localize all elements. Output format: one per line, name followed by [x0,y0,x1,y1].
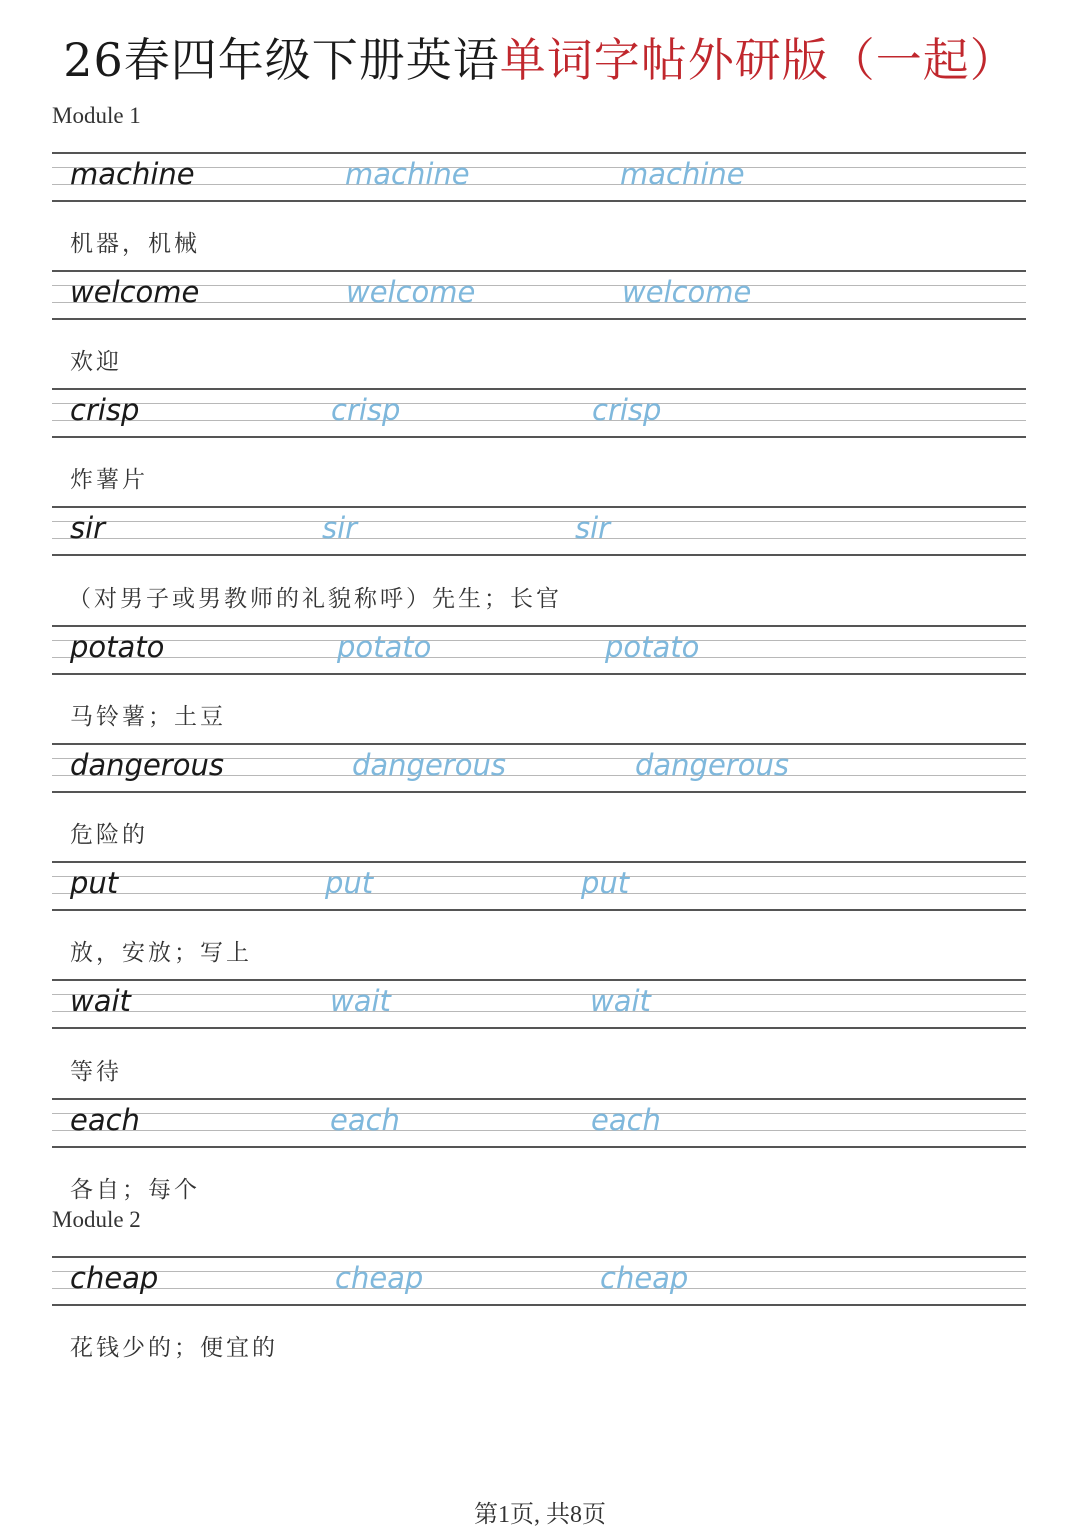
page-title [0,30,1080,90]
word-meaning: 马铃薯；土豆 [70,704,226,730]
practice-row [52,152,1026,202]
word-example: put [70,866,119,900]
module-label-2: Module 2 [52,1207,141,1232]
practice-row [52,506,1026,556]
word-trace: put [581,866,630,900]
word-meaning: 机器，机械 [70,231,200,257]
practice-row [52,743,1026,793]
word-trace: sir [575,511,611,545]
word-example: potato [70,630,165,664]
module-label-1: Module 1 [52,103,141,128]
word-meaning: 放，安放；写上 [70,940,252,966]
practice-row [52,1098,1026,1148]
practice-row [52,388,1026,438]
page-footer: 第1页, 共8页 [474,1502,606,1528]
word-trace: potato [605,630,700,664]
word-trace: sir [322,511,358,545]
word-example: sir [70,511,106,545]
word-trace: machine [620,157,745,191]
word-meaning: （对男子或男教师的礼貌称呼）先生；长官 [68,586,562,612]
word-trace: wait [330,984,391,1018]
word-example: each [70,1103,140,1137]
word-meaning: 花钱少的；便宜的 [70,1335,278,1361]
word-trace: crisp [592,393,662,427]
word-trace: dangerous [635,748,789,782]
word-example: wait [70,984,131,1018]
practice-row [52,979,1026,1029]
word-trace: each [330,1103,400,1137]
word-trace: welcome [622,275,752,309]
word-trace: welcome [346,275,476,309]
word-trace: each [591,1103,661,1137]
word-trace: potato [337,630,432,664]
title-black-part: 26春四年级下册英语 [63,33,500,87]
title-red-part: 单词字帖外研版（一起） [499,33,1017,87]
word-trace: put [325,866,374,900]
word-example: welcome [70,275,200,309]
practice-row [52,861,1026,911]
word-meaning: 炸薯片 [70,467,148,493]
word-trace: cheap [600,1261,689,1295]
word-example: dangerous [70,748,224,782]
word-example: crisp [70,393,140,427]
word-meaning: 危险的 [70,822,148,848]
word-trace: machine [345,157,470,191]
word-meaning: 等待 [70,1059,122,1085]
word-trace: wait [590,984,651,1018]
word-example: machine [70,157,195,191]
practice-row [52,625,1026,675]
word-meaning: 各自；每个 [70,1177,200,1203]
word-trace: cheap [335,1261,424,1295]
practice-row [52,270,1026,320]
word-trace: dangerous [352,748,506,782]
word-meaning: 欢迎 [70,349,122,375]
word-trace: crisp [331,393,401,427]
word-example: cheap [70,1261,159,1295]
practice-row [52,1256,1026,1306]
